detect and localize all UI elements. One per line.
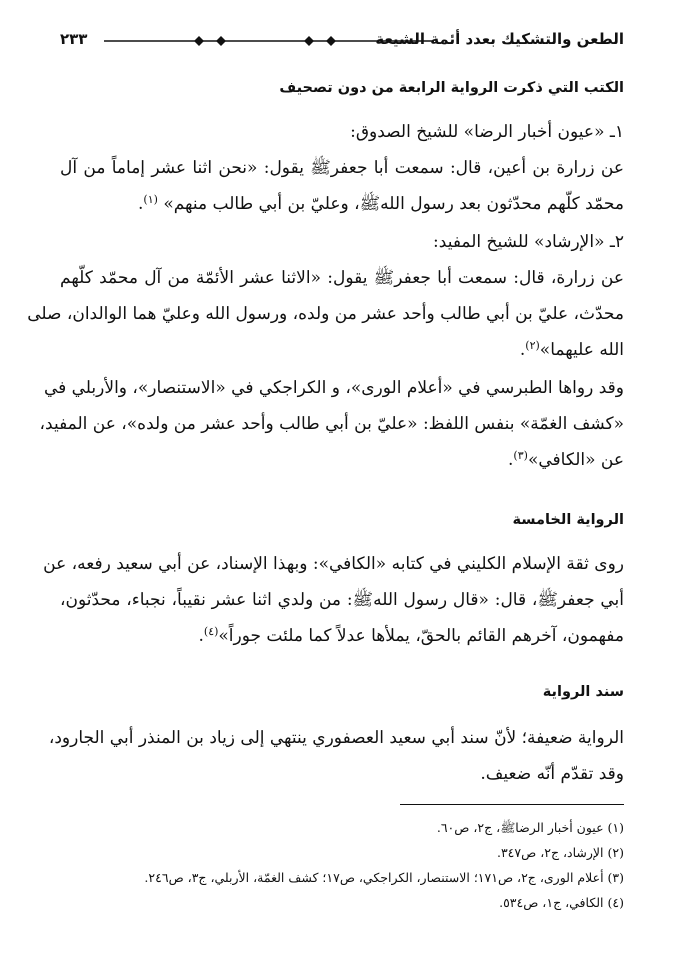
fifth-line1: روى ثقة الإسلام الكليني في كتابه «الكافي»: وبهذا الإسناد، عن أبي سعيد رفعه، عن (43, 554, 624, 574)
section-heading-books (60, 80, 624, 96)
running-header (60, 30, 624, 52)
item1-line2: محمّد كلّهم محدّثون بعد رسول اللهﷺ، وعليّ بن أبي طالب منهم» $^{(١)}$. (138, 193, 624, 214)
section-heading-chain (60, 684, 624, 700)
item2-title: ٢ـ «الإرشاد» للشيخ المفيد: (433, 232, 624, 252)
footnote-divider (400, 804, 624, 805)
footnote-1: (١) عيون أخبار الرضاﷺ، ج٢، ص٦٠. (436, 820, 624, 835)
footnote-ref-3: (٣) (513, 449, 528, 462)
section-heading-fifth (60, 512, 624, 528)
footnote-2: (٢) الإرشاد، ج٢، ص٣٤٧. (496, 845, 624, 860)
heading-chain: سند الرواية (542, 684, 624, 700)
item2-line2: محدّث، عليّ بن أبي طالب وأحد عشر من ولده، ورسول الله وعليّ هما الوالدان، صلى (27, 304, 624, 324)
footnote-ref-1: (١) (143, 193, 158, 206)
heading-fifth-narration: الرواية الخامسة (512, 512, 624, 528)
fifth-line3: مفهمون، آخرهم القائم بالحقّ، يملأها عدلاً كما ملئت جوراً»$^{(٤)}$. (198, 625, 624, 646)
section-fifth-body (43, 546, 624, 656)
item1-line1: عن زرارة بن أعين، قال: سمعت أبا جعفرﷺ يقول: «نحن اثنا عشر إماماً من آل (60, 158, 624, 178)
para-line3: عن «الكافي»$^{(٣)}$. (508, 449, 624, 470)
footnote-3: (٣) أعلام الورى، ج٢، ص١٧١؛ الاستنصار، الكراجكي، ص١٧؛ كشف الغمّة، الأربلي، ج٣، ص٢٤٦. (144, 870, 624, 885)
chain-line1: الرواية ضعيفة؛ لأنّ سند أبي سعيد العصفوري ينتهي إلى زياد بن المنذر أبي الجارود، (48, 728, 624, 748)
header-title: الطعن والتشكيك بعدد أئمة الشيعة (375, 30, 624, 48)
item2-line3: الله عليهما»$^{(٢)}$. (519, 339, 624, 360)
section-books-paragraph (39, 370, 624, 480)
section-chain-body (48, 720, 624, 792)
fifth-line2: أبي جعفرﷺ، قال: «قال رسول اللهﷺ: من ولدي اثنا عشر نقيباً، نجباء، محدّثون، (60, 590, 624, 610)
heading-books: الكتب التي ذكرت الرواية الرابعة من دون تصحيف (279, 80, 624, 96)
para-line2: «كشف الغمّة» بنفس اللفظ: «عليّ بن أبي طالب وأحد عشر من ولده»، عن المفيد، (39, 414, 624, 434)
footnote-ref-2: (٢) (525, 339, 540, 352)
header-ornament (104, 30, 434, 52)
item1-line2-text: محمّد كلّهم محدّثون بعد رسول اللهﷺ، وعليّ بن أبي طالب منهم» (163, 194, 624, 214)
footnote-ref-4: (٤) (203, 625, 219, 638)
item2-line1: عن زرارة، قال: سمعت أبا جعفرﷺ يقول: «الاثنا عشر الأئمّة من آل محمّد كلّهم (60, 268, 624, 288)
fifth-line3-text: مفهمون، آخرهم القائم بالحقّ، يملأها عدلاً كما ملئت جوراً» (218, 626, 624, 646)
section-books-body (27, 114, 624, 370)
item2-line3-text: الله عليهما» (539, 340, 624, 360)
footnote-4: (٤) الكافي، ج١، ص٥٣٤. (499, 895, 624, 910)
chain-line2: وقد تقدّم أنّه ضعيف. (480, 764, 624, 784)
para-line3-text: عن «الكافي» (527, 450, 624, 470)
page-number: ٢٣٣ (60, 30, 88, 48)
para-line1: وقد رواها الطبرسي في «أعلام الورى»، و الكراجكي في «الاستنصار»، والأربلي في (43, 378, 624, 398)
item1-title: ١ـ «عيون أخبار الرضا» للشيخ الصدوق: (350, 122, 624, 142)
